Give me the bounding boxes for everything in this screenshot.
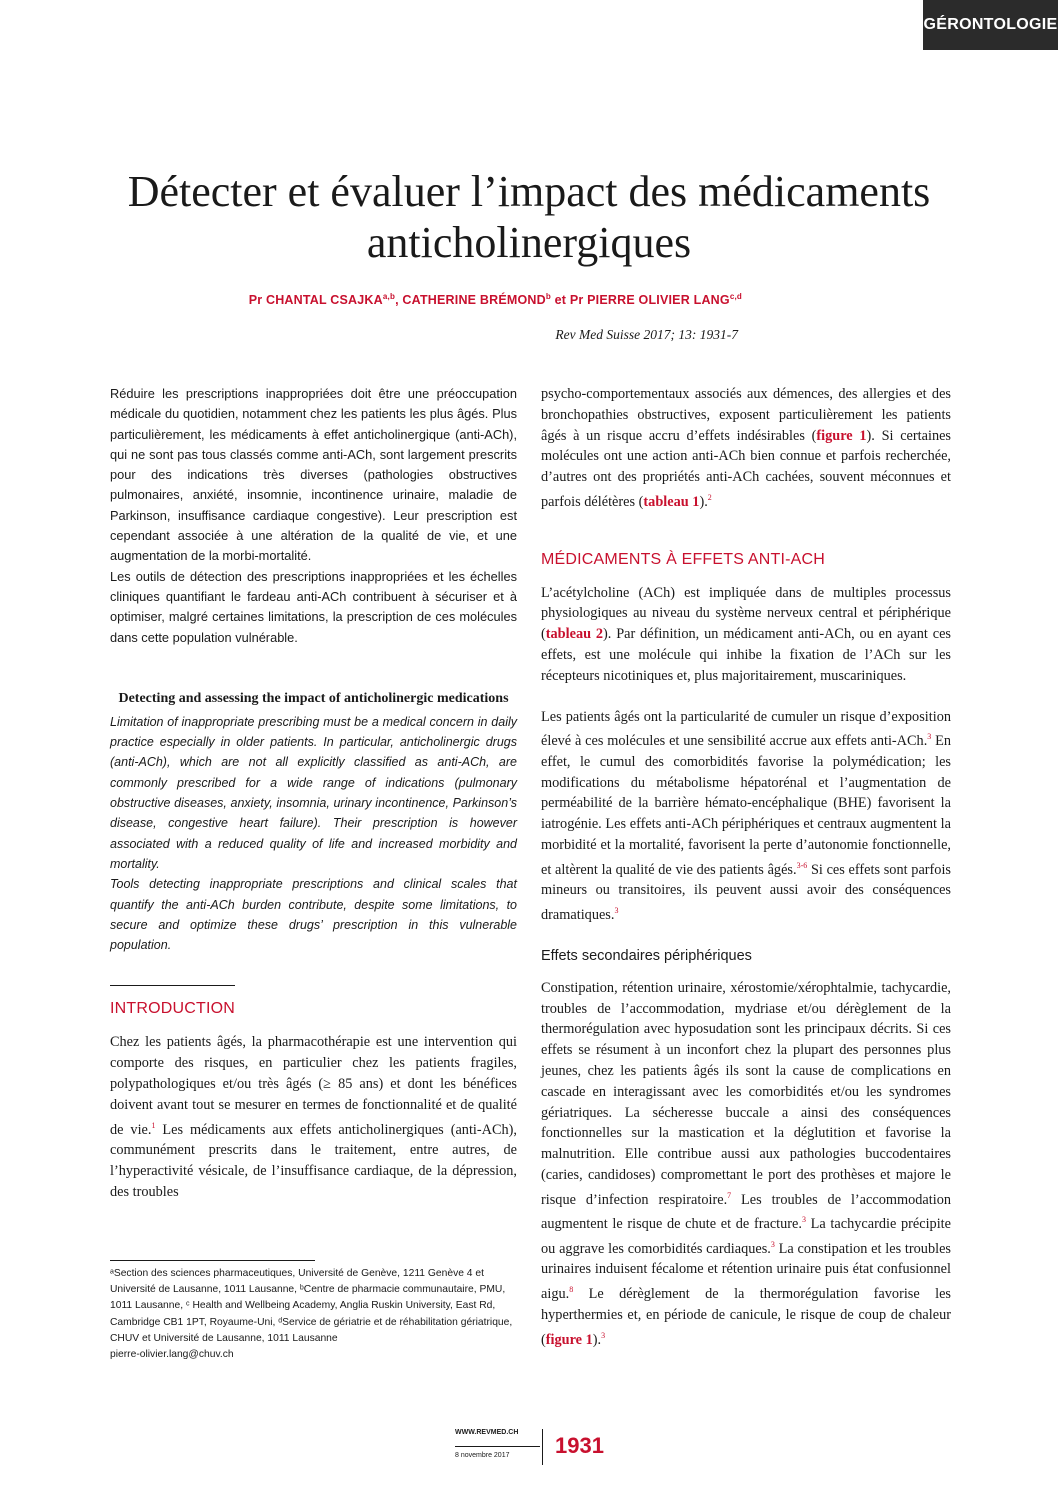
footnote-divider <box>110 1260 315 1261</box>
peripheral-paragraph: Constipation, rétention urinaire, xérostomie/xérophtalmie, tachycardie, troubles de l’accommodation, mydriase et/ou dérèglement de la thermorégulation avec hyposudation sont les principaux décrits. Si ces effets se résument à un inconfort chez la plupart des personnes plus jeunes, chez les patients âgés ils sont la cause de complications en cascade en interagissant avec les comorbidités et/ou les syndromes gériatriques. La sécheresse buccale a ainsi des conséquences fonctionnelles sur la mastication et la déglutition et favorise la malnutrition. Elle contribue aussi aux pathologies buccodentaires (caries, candidoses) compromettant le port des prothèses et majore le risque d’infection respiratoire.$^7$ Les troubles de l’accommodation augmentent le risque de chute et de fracture.$^3$ La tachycardie précipite ou aggrave les comorbidités cardiaques.$^3$ La constipation et les troubles urinaires induisent fécalome et rétention urinaire puis état confusionnel aigu.$^8$ Le dérèglement de la thermorégulation favorise les hyperthermies et, en période de canicule, le risque de coup de chaleur (figure 1).$^3$ <box>541 979 951 1348</box>
article-title: Détecter et évaluer l’impact des médicaments anticholinergiques <box>127 167 931 267</box>
author-name: Pr PIERRE OLIVIER LANG <box>569 293 730 308</box>
reference-sup[interactable]: 2 <box>707 492 712 502</box>
footer-divider <box>455 1446 540 1447</box>
footer-website[interactable]: WWW.REVMED.CH <box>455 1429 519 1436</box>
section-divider <box>110 985 235 986</box>
footer-date: 8 novembre 2017 <box>455 1452 510 1459</box>
author-affiliation: c,d <box>729 292 742 301</box>
reference-sup[interactable]: 3 <box>801 1215 806 1225</box>
authors-line <box>249 292 742 307</box>
reference-sup[interactable]: 3 <box>927 732 932 742</box>
citation: Rev Med Suisse 2017; 13: 1931-7 <box>555 327 738 342</box>
intro-paragraph: Chez les patients âgés, la pharmacothérapie est une intervention qui comporte des risques, en particulier chez les patients fragiles, polypathologiques et/ou très âgés (≥ 85 ans) et dont les bénéfices doivent avant tout se mesurer en termes de fonctionnalité et de qualité de vie.$^1$ Les médicaments aux effets anticholinergiques (anti-ACh), communément prescrits dans le traitement, entre autres, de l’hyperactivité vésicale, de l’insuffisance cardiaque, de la dépression, des troubles <box>110 1034 517 1200</box>
abstract-en-title: Detecting and assessing the impact of anticholinergic medications <box>118 690 509 706</box>
reference-sup[interactable]: 3-6 <box>796 860 808 870</box>
reference-sup[interactable]: 8 <box>569 1285 574 1295</box>
peripheral-heading: Effets secondaires périphériques <box>541 947 752 964</box>
med-heading: MÉDICAMENTS À EFFETS ANTI-ACH <box>541 550 826 568</box>
contact-email[interactable]: pierre-olivier.lang@chuv.ch <box>110 1349 234 1361</box>
reference-sup[interactable]: 3 <box>614 906 619 916</box>
abstract-fr-paragraph: Les outils de détection des prescriptions inappropriées et les échelles cliniques quantifiant le fardeau anti-ACh contribuent à sécuriser et à optimiser, malgré certaines limitations, la prescription de ces molécules dans cette population vulnérable. <box>110 568 517 645</box>
affiliation-footnotes <box>110 1266 520 1363</box>
author-separator: et <box>550 293 570 308</box>
reference-sup[interactable]: 7 <box>727 1190 732 1200</box>
left-column <box>110 384 517 1203</box>
reference-sup[interactable]: 1 <box>151 1120 156 1130</box>
author-name: CATHERINE BRÉMOND <box>402 293 546 308</box>
med-paragraph: Les patients âgés ont la particularité de cumuler un risque d’exposition élevé à ces molécules et une sensibilité accrue aux effets anti-ACh.$^3$ En effet, le cumul des comorbidités favorise la polymédication; les modifications du métabolisme hépatorénal et l’augmentation de perméabilité de la barrière hémato-encéphalique (BHE) favorisent la iatrogénie. Les effets anti-ACh périphériques et centraux augmentent la morbidité et la mortalité, favorisent la perte d’autonomie fonctionnelle, et altèrent la qualité de vie des patients âgés.$^{3-6}$ Si ces effets sont parfois mineurs ou transitoires, ils peuvent aussi avoir des conséquences dramatiques.$^3$ <box>541 708 951 923</box>
right-column <box>541 384 951 1350</box>
author-name: Pr CHANTAL CSAJKA <box>248 293 383 308</box>
abstract-en-paragraph: Tools detecting inappropriate prescriptions and clinical scales that quantify the anti-ACh burden contribute, despite some limitations, to secure and optimize these drugs’ prescription in this vulnerable population. <box>110 877 517 953</box>
reference-sup[interactable]: 3 <box>770 1239 775 1249</box>
table-link[interactable]: tableau 1 <box>643 493 700 510</box>
affiliations: ᵃSection des sciences pharmaceutiques, Université de Genève, 1211 Genève 4 et Université de Lausanne, 1011 Lausanne, ᵇCentre de pharmacie communautaire, PMU, 1011 Lausanne, ᶜ Health and Wellbeing Academy, Anglia Ruskin University, East Rd, Cambridge CB1 1PT, Royaume-Uni, ᵈService de gériatrie et de réhabilitation gériatrique, CHUV et Université de Lausanne, 1011 Lausanne <box>110 1268 513 1344</box>
section-tab: GÉRONTOLOGIE <box>923 0 1058 50</box>
abstract-en-paragraph: Limitation of inappropriate prescribing must be a medical concern in daily practice especially in older patients. In particular, anticholinergic drugs (anti-ACh), which are not all explicitly classified as anti-ACh, are commonly prescribed for a wide range of indications (pulmonary obstructive diseases, anxiety, insomnia, urinary incontinence, Parkinson’s disease, congestive heart failure). Their prescription is however associated with a reduced quality of life and increased morbidity and mortality. <box>110 714 517 871</box>
table-link[interactable]: tableau 2 <box>545 626 604 643</box>
author-separator: , <box>395 293 403 308</box>
page-number: 1931 <box>555 1433 604 1458</box>
footer-vertical-divider <box>542 1429 543 1465</box>
author-affiliation: b <box>545 292 551 301</box>
figure-link[interactable]: figure 1 <box>545 1331 593 1348</box>
med-paragraph: L’acétylcholine (ACh) est impliquée dans de multiples processus physiologiques au niveau du système nerveux central et périphérique (tableau 2). Par définition, un médicament anti-ACh, ou en ayant ces effets, est une molécule qui inhibe la fixation de l’ACh sur les récepteurs nicotiniques et, plus majoritairement, muscariniques. <box>541 584 951 684</box>
intro-heading: INTRODUCTION <box>110 1000 236 1018</box>
figure-link[interactable]: figure 1 <box>816 427 867 444</box>
intro-continuation: psycho-comportementaux associés aux démences, des allergies et des bronchopathies obstructives, exposent particulièrement les patients âgés à un risque accru d’effets indésirables (figure 1). Si certaines molécules ont une action anti-ACh bien connue et parfois recherchée, d’autres ont des propriétés anti-ACh cachées, souvent méconnues et parfois délétères (tableau 1).$^2$ <box>541 386 951 510</box>
reference-sup[interactable]: 3 <box>601 1330 606 1340</box>
page-footer <box>455 1429 605 1467</box>
author-affiliation: a,b <box>382 292 396 301</box>
abstract-fr-paragraph: Réduire les prescriptions inappropriées doit être une préoccupation médicale du quotidien, notamment chez les patients les plus âgés. Plus particulièrement, les médicaments à effet anticholinergique (anti-ACh), qui ne sont pas tous classés comme anti-ACh, sont largement prescrits pour des indications très diverses (pathologies obstructives pulmonaires, anxiété, insomnie, incontinence urinaire, maladie de Parkinson, insuffisance cardiaque congestive). Leur prescription est cependant associée à une altération de la qualité de vie, et une augmentation de la morbi-mortalité. <box>110 386 517 564</box>
